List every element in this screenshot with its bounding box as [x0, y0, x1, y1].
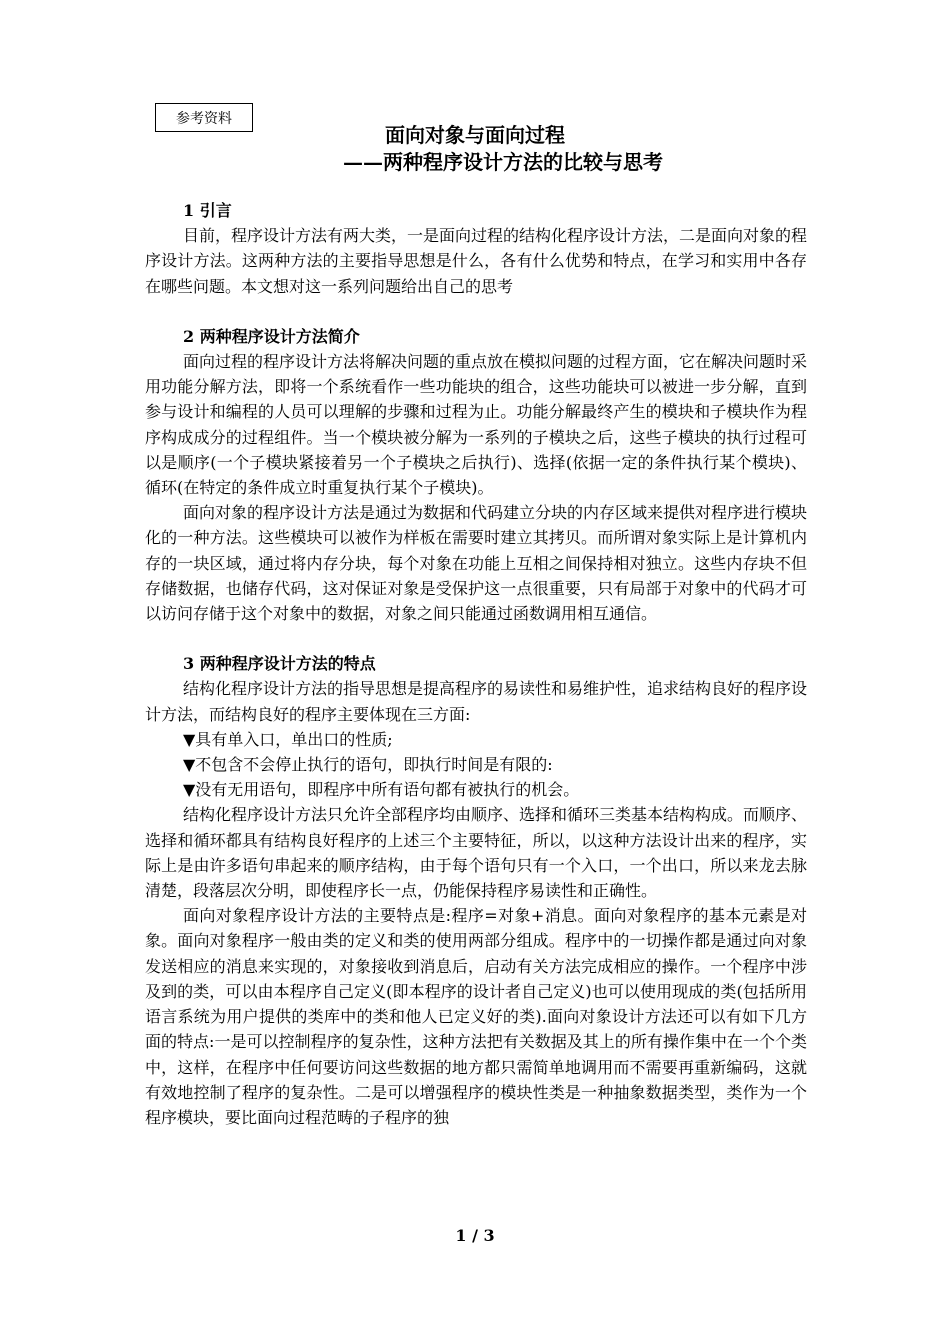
paragraph: 结构化程序设计方法的指导思想是提高程序的易读性和易维护性，追求结构良好的程序设计方法，而结构良好的程序主要体现在三方面:: [145, 679, 808, 724]
section-heading-overview: 2 两种程序设计方法简介: [183, 326, 360, 346]
bullet-item: ▼不包含不会停止执行的语句，即执行时间是有限的:: [183, 755, 553, 775]
document-body: [145, 198, 807, 1130]
bullet-item: ▼具有单入口，单出口的性质;: [183, 729, 393, 749]
reference-label: 参考资料: [176, 110, 232, 127]
page-number: 1 / 3: [455, 1226, 495, 1245]
paragraph: 面向对象程序设计方法的主要特点是:程序=对象+消息。面向对象程序的基本元素是对象。面向对象程序一般由类的定义和类的使用两部分组成。程序中的一切操作都是通过向对象发送相应的消息来实现的，对象接收到消息后，启动有关方法完成相应的操作。一个程序中涉及到的类，可以由本程序自己定义(即本程序的设计者自己定义)也可以使用现成的类(包括所用语言系统为用户提供的类库中的类和他人已定义好的类).面向对象设计方法还可以有如下几方面的特点:一是可以控制程序的复杂性，这种方法把有关数据及其上的所有操作集中在一个个类中，这样，在程序中任何要访问这些数据的地方都只需简单地调用而不需要再重新编码，这就有效地控制了程序的复杂性。二是可以增强程序的模块性类是一种抽象数据类型，类作为一个程序模块，要比面向过程范畴的子程序的独: [145, 906, 807, 1127]
section-heading-features: 3 两种程序设计方法的特点: [183, 654, 376, 674]
paragraph: 目前，程序设计方法有两大类，一是面向过程的结构化程序设计方法，二是面向对象的程序设计方法。这两种方法的主要指导思想是什么，各有什么优势和特点，在学习和实用中各存在哪些问题。本文想对这一系列问题给出自己的思考: [145, 226, 808, 296]
paragraph: 结构化程序设计方法只允许全部程序均由顺序、选择和循环三类基本结构构成。而顺序、选择和循环都具有结构良好程序的上述三个主要特征，所以，以这种方法设计出来的程序，实际上是由许多语句串起来的顺序结构，由于每个语句只有一个入口，一个出口，所以来龙去脉清楚，段落层次分明，即使程序长一点，仍能保持程序易读性和正确性。: [145, 805, 808, 901]
document-subtitle: ——两种程序设计方法的比较与思考: [343, 150, 663, 174]
section-heading-intro: 1 引言: [183, 201, 232, 220]
document-title: 面向对象与面向过程: [385, 123, 565, 147]
paragraph: 面向对象的程序设计方法是通过为数据和代码建立分块的内存区域来提供对程序进行模块化的一种方法。这些模块可以被作为样板在需要时建立其拷贝。而所谓对象实际上是计算机内存的一块区域，通过将内存分块，每个对象在功能上互相之间保持相对独立。这些内存块不但存储数据，也储存代码，这对保证对象是受保护这一点很重要，只有局部于对象中的代码才可以访问存储于这个对象中的数据，对象之间只能通过函数调用相互通信。: [145, 503, 808, 624]
bullet-item: ▼没有无用语句，即程序中所有语句都有被执行的机会。: [183, 780, 580, 800]
paragraph: 面向过程的程序设计方法将解决问题的重点放在模拟问题的过程方面，它在解决问题时采用功能分解方法，即将一个系统看作一些功能块的组合，这些功能块可以被进一步分解，直到参与设计和编程的人员可以理解的步骤和过程为止。功能分解最终产生的模块和子模块作为程序构成成分的过程组件。当一个模块被分解为一系列的子模块之后，这些子模块的执行过程可以是顺序(一个子模块紧接着另一个子模块之后执行)、选择(依据一定的条件执行某个模块)、循环(在特定的条件成立时重复执行某个子模块)。: [145, 352, 808, 498]
